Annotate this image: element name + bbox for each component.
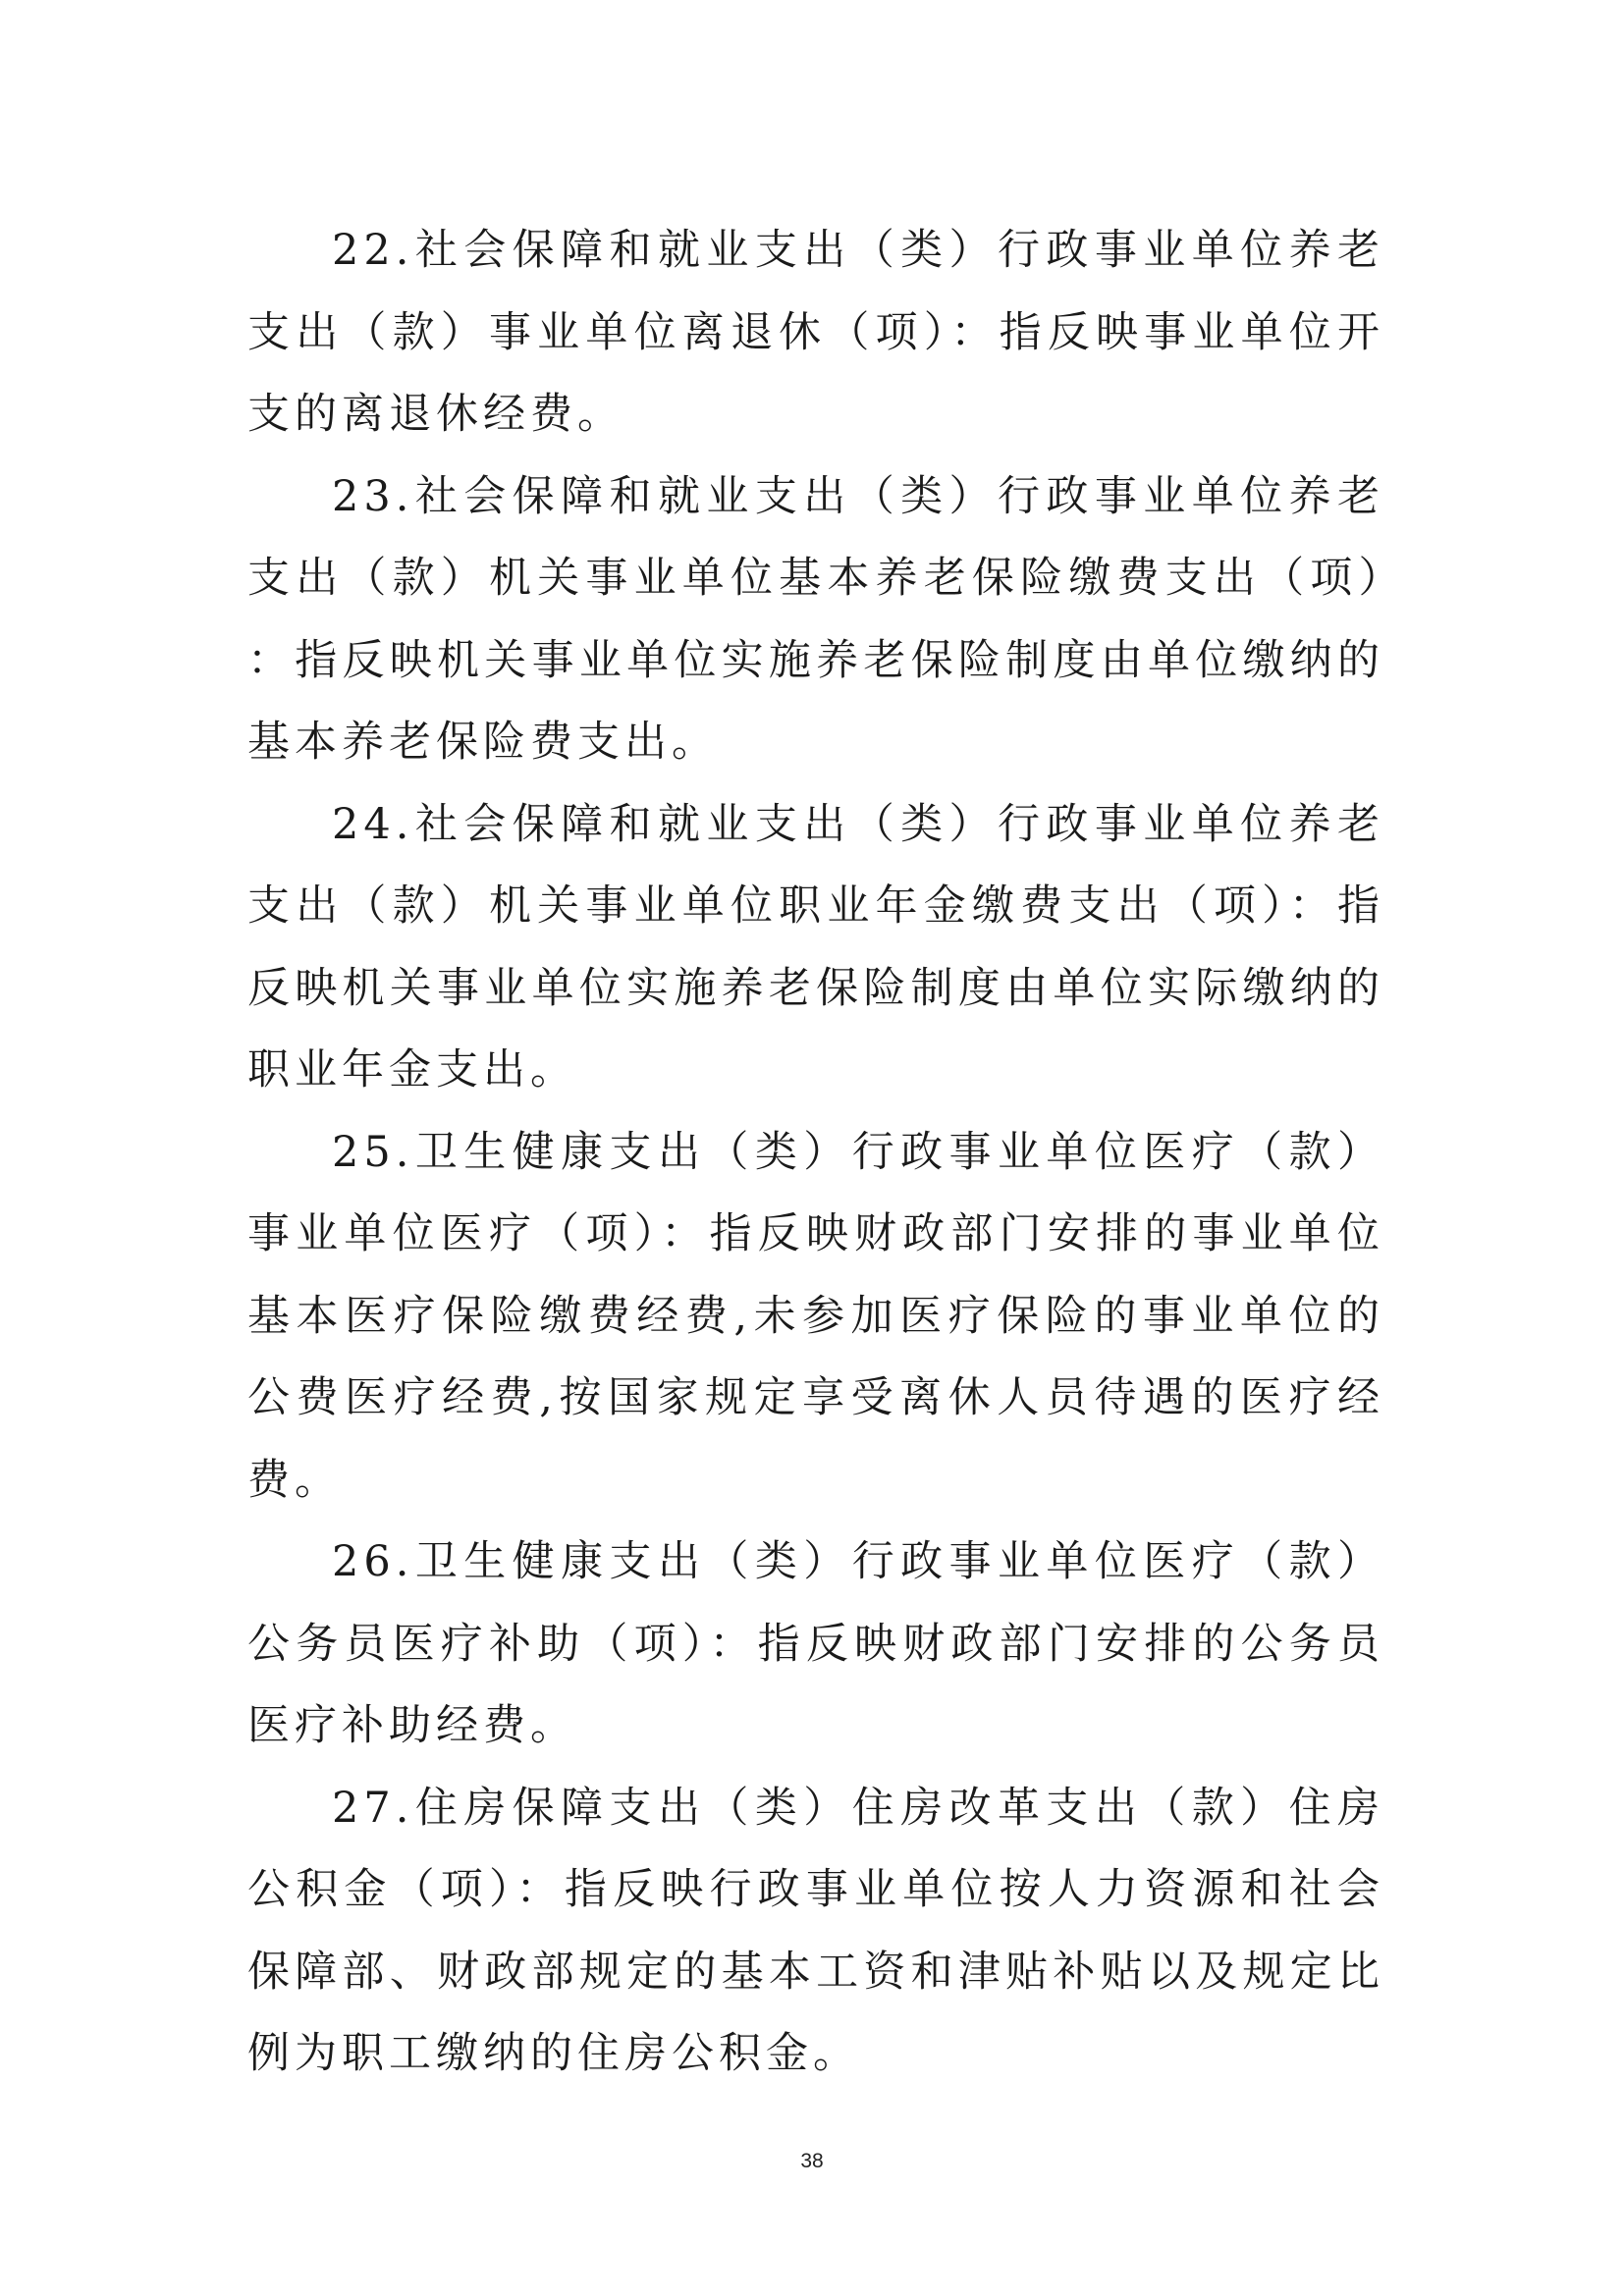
paragraph-item-25: 25.卫生健康支出（类）行政事业单位医疗（款）事业单位医疗（项）：指反映财政部门安排的事业单位基本医疗保险缴费经费,未参加医疗保险的事业单位的公费医疗经费,按国家规定享受离休人员待遇的医疗经费。 [247,1127,1384,1505]
page-number: 38 [800,2150,824,2172]
paragraph-item-26: 26.卫生健康支出（类）行政事业单位医疗（款）公务员医疗补助（项）：指反映财政部门安排的公务员医疗补助经费。 [247,1537,1384,1750]
paragraph-item-24: 24.社会保障和就业支出（类）行政事业单位养老支出（款）机关事业单位职业年金缴费支出（项）：指反映机关事业单位实施养老保险制度由单位实际缴纳的职业年金支出。 [247,799,1384,1095]
document-body [247,210,1384,2096]
paragraph-item-23: 23.社会保障和就业支出（类）行政事业单位养老支出（款）机关事业单位基本养老保险缴费支出（项）：指反映机关事业单位实施养老保险制度由单位缴纳的基本养老保险费支出。 [247,471,1384,767]
paragraph-item-27: 27.住房保障支出（类）住房改革支出（款）住房公积金（项）：指反映行政事业单位按人力资源和社会保障部、财政部规定的基本工资和津贴补贴以及规定比例为职工缴纳的住房公积金。 [247,1783,1384,2078]
paragraph-item-22: 22.社会保障和就业支出（类）行政事业单位养老支出（款）事业单位离退休（项）：指反映事业单位开支的离退休经费。 [247,226,1384,439]
